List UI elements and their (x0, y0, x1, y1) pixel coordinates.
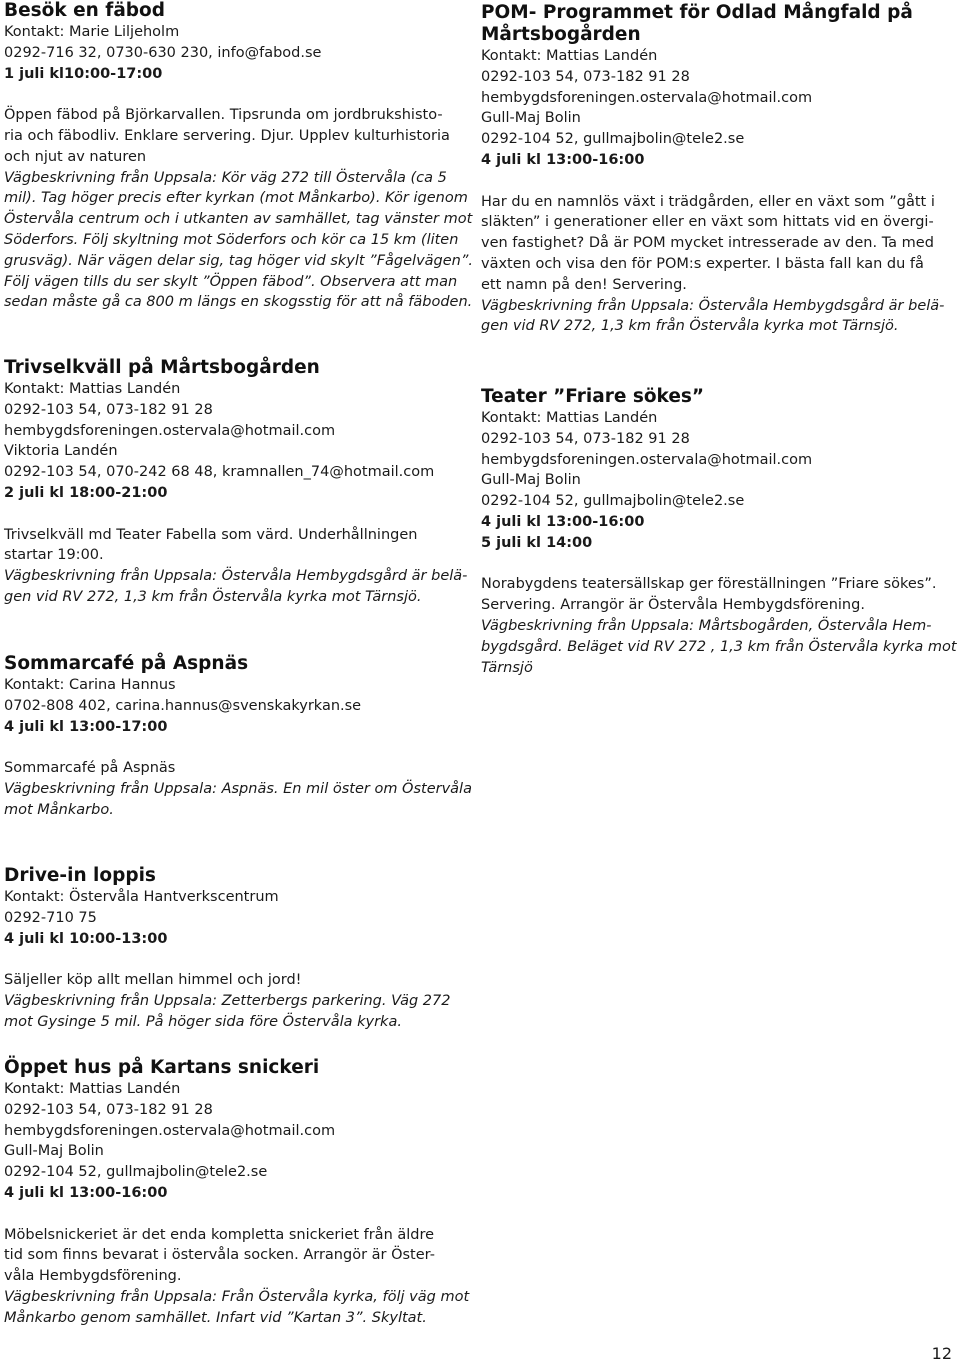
event-time: 4 juli kl 13:00-16:00 (481, 513, 645, 530)
event-time: 4 juli kl 13:00-17:00 (4, 718, 168, 735)
heading-fabod: Besök en fäbod (4, 0, 165, 21)
contact-line: 0292-103 54, 073-182 91 28 (481, 68, 690, 85)
contact-line: Kontakt: Östervåla Hantverkscentrum (4, 889, 279, 905)
body-line: och njut av naturen (4, 148, 147, 165)
body-line: släkten” i generationer eller en växt som hittats vid en övergi- (481, 214, 934, 231)
body-line: Trivselkväll md Teater Fabella som värd. Underhållningen (4, 526, 418, 543)
directions-line: mot Månkarbo. (4, 801, 114, 818)
directions-line: bygdsgård. Beläget vid RV 272 , 1,3 km från Östervåla kyrka mot (481, 638, 957, 655)
body-line: Har du en namnlös växt i trädgården, eller en växt som ”gått i (481, 193, 935, 210)
contact-line: 0702-808 402, carina.hannus@svenskakyrkan.se (4, 697, 362, 714)
contact-line: Kontakt: Carina Hannus (4, 677, 176, 693)
body-line: Möbelsnickeriet är det enda kompletta snickeriet från äldre (4, 1226, 435, 1243)
heading-sommarcafe: Sommarcafé på Aspnäs (4, 653, 249, 674)
contact-line: Kontakt: Mattias Landén (4, 1081, 181, 1097)
event-time: 4 juli kl 13:00-16:00 (4, 1184, 168, 1201)
contact-line: Kontakt: Mattias Landén (481, 48, 658, 64)
contact-line: 0292-103 54, 073-182 91 28 (481, 430, 690, 447)
contact-line: 0292-104 52, gullmajbolin@tele2.se (4, 1164, 268, 1181)
contact-line: hembygdsforeningen.ostervala@hotmail.com (4, 422, 336, 439)
directions-line: Följ vägen tills du ser skylt ”Öppen fäbod”. Observera att man (4, 273, 458, 290)
body-line: ven fastighet? Då är POM mycket intresserade av den. Ta med (481, 235, 934, 252)
section-loppis (4, 865, 454, 1033)
heading-teater: Teater ”Friare sökes” (481, 386, 705, 407)
event-time: 1 juli kl10:00-17:00 (4, 65, 163, 82)
section-sommarcafe (4, 653, 472, 821)
event-time: 2 juli kl 18:00-21:00 (4, 484, 168, 501)
body-line: Sommarcafé på Aspnäs (4, 760, 176, 777)
section-teater (481, 386, 957, 678)
page-number: 12 (931, 1344, 952, 1364)
contact-line: Viktoria Landén (4, 443, 118, 460)
directions-line: Vägbeskrivning från Uppsala: Mårtsbogården, Östervåla Hem- (481, 617, 932, 634)
directions-line: Månkarbo genom samhället. Infart vid ”Kartan 3”. Skyltat. (4, 1309, 427, 1326)
event-time: 4 juli kl 10:00-13:00 (4, 930, 168, 947)
body-line: Öppen fäbod på Björkarvallen. Tipsrunda om jordbrukshisto- (4, 107, 443, 124)
contact-line: Kontakt: Mattias Landén (4, 381, 181, 397)
contact-line: Kontakt: Marie Liljeholm (4, 24, 180, 40)
directions-line: grusväg). När vägen delar sig, tag höger vid skylt ”Fågelvägen”. (4, 252, 473, 269)
section-pom (481, 2, 945, 337)
contact-line: Gull-Maj Bolin (4, 1143, 104, 1160)
directions-line: Östervåla centrum och i utkanten av samhället, tag vänster mot (4, 211, 473, 228)
body-line: våla Hembygdsförening. (4, 1268, 182, 1285)
section-trivsel (4, 357, 468, 608)
directions-line: Söderfors. Följ skyltning mot Söderfors och kör ca 15 km (liten (4, 231, 459, 248)
contact-line: hembygdsforeningen.ostervala@hotmail.com (481, 89, 813, 106)
contact-line: hembygdsforeningen.ostervala@hotmail.com (481, 451, 813, 468)
contact-line: Kontakt: Mattias Landén (481, 410, 658, 426)
section-fabod (4, 0, 473, 313)
directions-line: Vägbeskrivning från Uppsala: Zetterbergs parkering. Väg 272 (4, 992, 451, 1009)
contact-line: 0292-103 54, 073-182 91 28 (4, 401, 213, 418)
contact-line: 0292-103 54, 070-242 68 48, kramnallen_74@hotmail.com (4, 464, 435, 481)
body-line: startar 19:00. (4, 547, 104, 564)
contact-line: 0292-710 75 (4, 909, 97, 926)
heading-pom: Mårtsbogården (481, 24, 641, 45)
heading-trivsel: Trivselkväll på Mårtsbogården (4, 357, 320, 378)
contact-line: Gull-Maj Bolin (481, 472, 581, 489)
contact-line: 0292-716 32, 0730-630 230, info@fabod.se (4, 44, 322, 61)
contact-line: 0292-103 54, 073-182 91 28 (4, 1101, 213, 1118)
contact-line: 0292-104 52, gullmajbolin@tele2.se (481, 131, 745, 148)
event-time: 4 juli kl 13:00-16:00 (481, 151, 645, 168)
heading-pom: POM- Programmet för Odlad Mångfald på (481, 2, 913, 23)
directions-line: sedan måste gå ca 800 m längs en skogsstig för att nå fäboden. (4, 294, 473, 311)
body-line: Servering. Arrangör är Östervåla Hembygdsförening. (481, 597, 865, 614)
directions-line: Vägbeskrivning från Uppsala: Östervåla Hembygdsgård är belä- (4, 568, 468, 585)
directions-line: Vägbeskrivning från Uppsala: Aspnäs. En mil öster om Östervåla (4, 780, 472, 797)
body-line: växten och visa den för POM:s experter. I bästa fall kan du få (481, 255, 924, 272)
contact-line: 0292-104 52, gullmajbolin@tele2.se (481, 493, 745, 510)
heading-loppis: Drive-in loppis (4, 865, 156, 886)
body-line: ria och fäbodliv. Enklare servering. Djur. Upplev kulturhistoria (4, 127, 450, 144)
directions-line: Vägbeskrivning från Uppsala: Kör väg 272 till Östervåla (ca 5 (4, 169, 447, 186)
body-line: Säljeller köp allt mellan himmel och jord! (4, 972, 302, 989)
body-line: tid som finns bevarat i östervåla socken. Arrangör är Öster- (4, 1247, 435, 1264)
contact-line: Gull-Maj Bolin (481, 110, 581, 127)
event-time: 5 juli kl 14:00 (481, 534, 593, 551)
body-line: ett namn på den! Servering. (481, 276, 687, 293)
heading-snickeri: Öppet hus på Kartans snickeri (4, 1057, 320, 1078)
contact-line: hembygdsforeningen.ostervala@hotmail.com (4, 1122, 336, 1139)
directions-line: Vägbeskrivning från Uppsala: Östervåla Hembygdsgård är belä- (481, 297, 945, 314)
directions-line: mil). Tag höger precis efter kyrkan (mot Månkarbo). Kör igenom (4, 190, 468, 207)
directions-line: mot Gysinge 5 mil. På höger sida före Östervåla kyrka. (4, 1013, 402, 1030)
body-line: Norabygdens teatersällskap ger föreställningen ”Friare sökes”. (481, 576, 937, 593)
directions-line: gen vid RV 272, 1,3 km från Östervåla kyrka mot Tärnsjö. (4, 588, 422, 605)
section-snickeri (4, 1057, 470, 1329)
directions-line: Tärnsjö (481, 659, 533, 676)
directions-line: Vägbeskrivning från Uppsala: Från Östervåla kyrka, följ väg mot (4, 1288, 470, 1305)
directions-line: gen vid RV 272, 1,3 km från Östervåla kyrka mot Tärnsjö. (481, 318, 899, 335)
